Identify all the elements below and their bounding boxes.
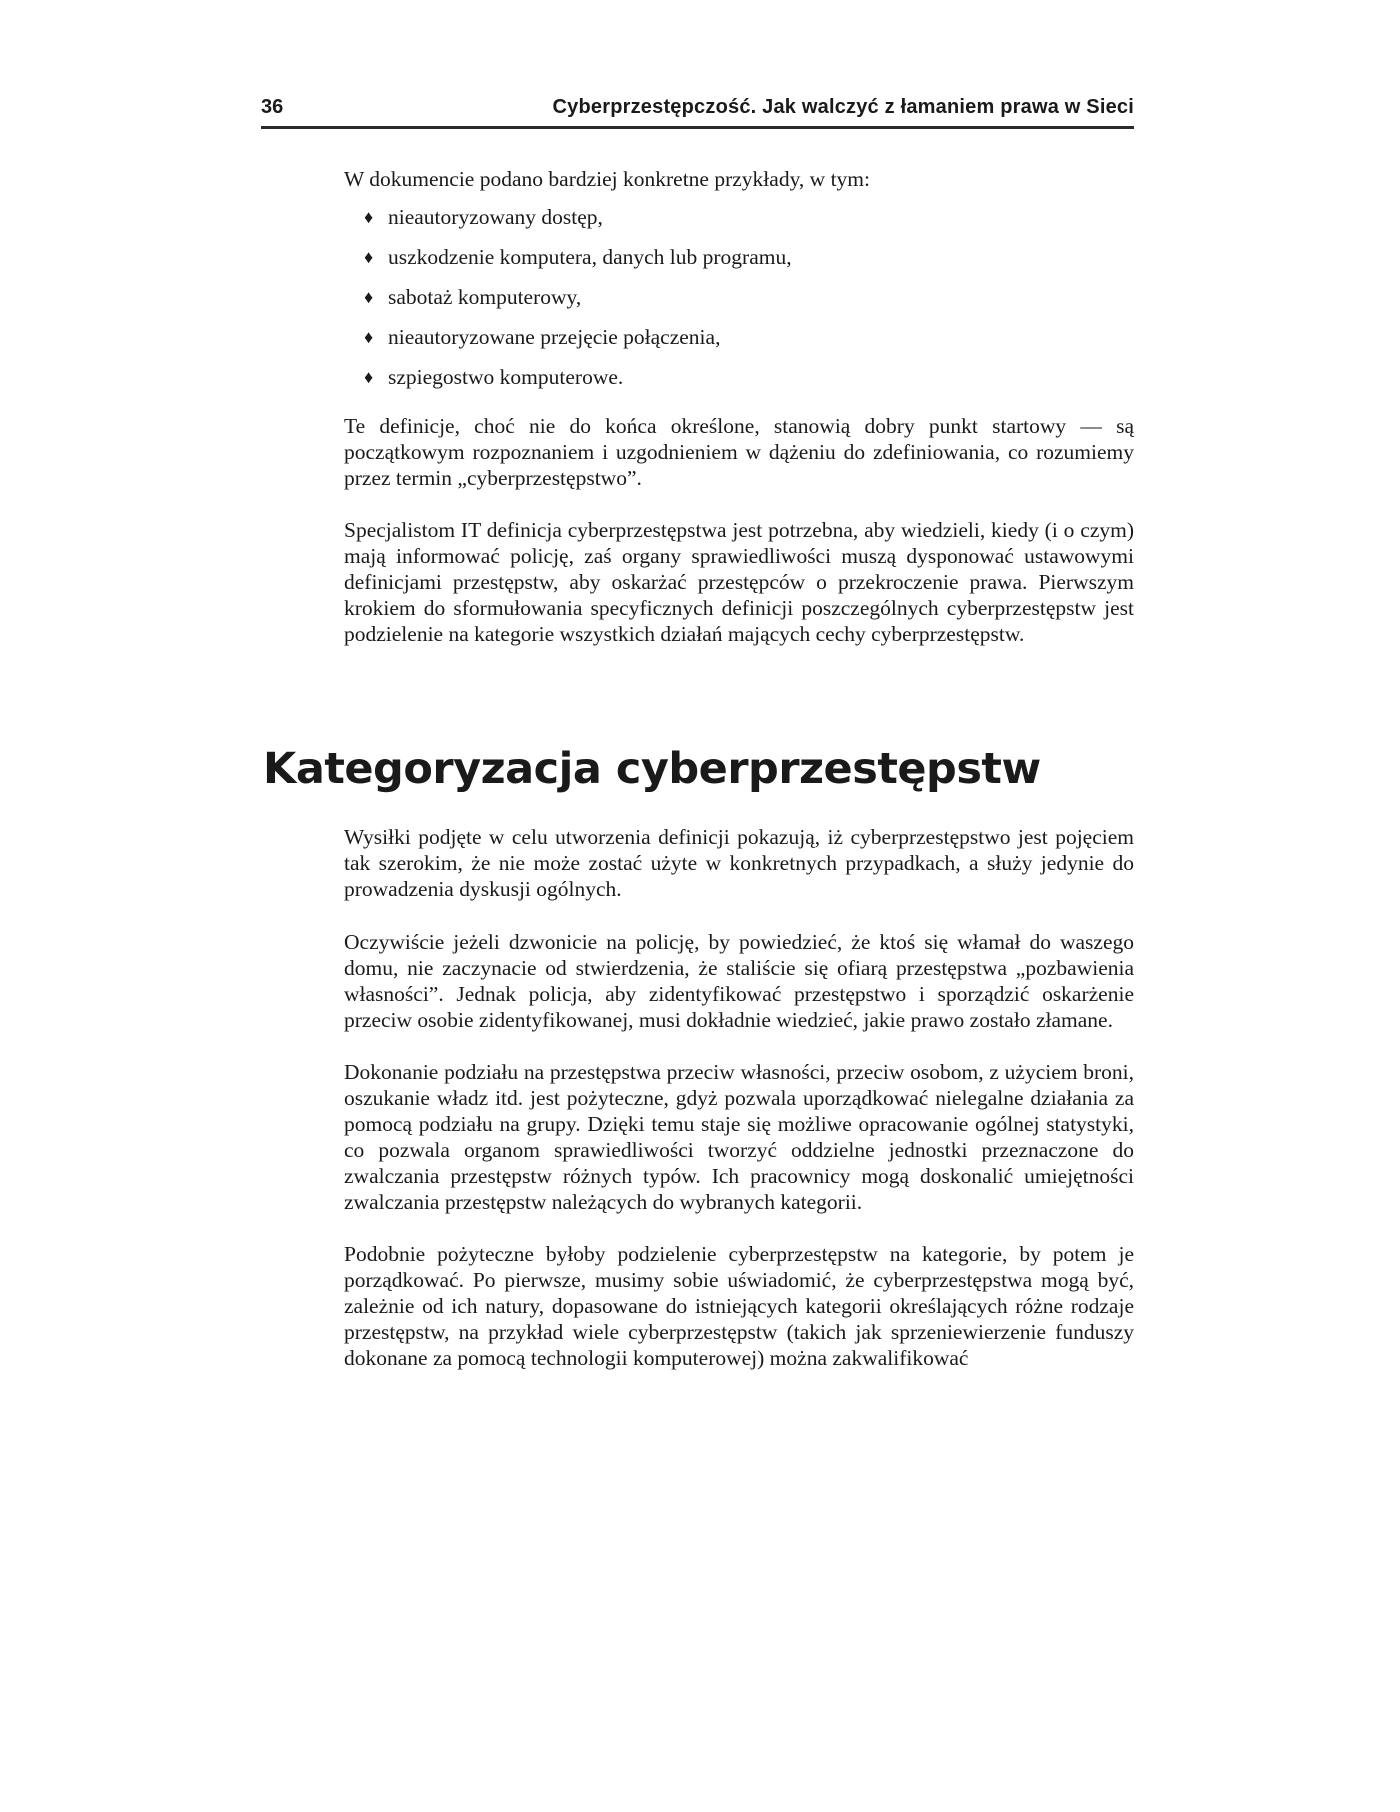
list-item	[344, 324, 1134, 364]
paragraph: Podobnie pożyteczne byłoby podzielenie cyberprzestępstw na kategorie, by potem je porządkować. Po pierwsze, musimy sobie uświadomić, że cyberprzestępstwa mogą być, zależnie od ich natury, dopasowane do istniejących kategorii określających różne rodzaje przestępstw, na przykład wiele cyberprzestępstw (takich jak sprzeniewierzenie funduszy dokonane za pomocą technologii komputerowej) można zakwalifikować	[344, 1242, 1134, 1370]
diamond-bullet-icon: ♦	[364, 207, 374, 227]
section-heading: Kategoryzacja cyberprzestępstw	[263, 744, 1041, 794]
diamond-bullet-icon: ♦	[364, 247, 374, 267]
list-item	[344, 284, 1134, 324]
list-item-text: sabotaż komputerowy,	[388, 285, 582, 309]
diamond-bullet-icon: ♦	[364, 287, 374, 307]
diamond-bullet-icon: ♦	[364, 367, 374, 387]
list-item-text: szpiegostwo komputerowe.	[388, 365, 624, 389]
list-item-text: uszkodzenie komputera, danych lub programu,	[388, 245, 792, 269]
page-number: 36	[261, 96, 284, 118]
running-title: Cyberprzestępczość. Jak walczyć z łamaniem prawa w Sieci	[552, 96, 1134, 118]
paragraph: Specjalistom IT definicja cyberprzestępstwa jest potrzebna, aby wiedzieli, kiedy (i o czym) mają informować policję, zaś organy sprawiedliwości muszą dysponować ustawowymi definicjami przestępstw, aby oskarżać przestępców o przekroczenie prawa. Pierwszym krokiem do sformułowania specyficznych definicji poszczególnych cyberprzestępstw jest podzielenie na kategorie wszystkich działań mających cechy cyberprzestępstw.	[344, 518, 1134, 646]
bullet-list	[344, 204, 1134, 404]
paragraph: Oczywiście jeżeli dzwonicie na policję, by powiedzieć, że ktoś się włamał do waszego domu, nie zaczynacie od stwierdzenia, że staliście się ofiarą przestępstwa „pozbawienia własności”. Jednak policja, aby zidentyfikować przestępstwo i sporządzić oskarżenie przeciw osobie zidentyfikowanej, musi dokładnie wiedzieć, jakie prawo zostało złamane.	[344, 930, 1134, 1032]
list-item	[344, 244, 1134, 284]
intro-paragraph: W dokumencie podano bardziej konkretne przykłady, w tym:	[344, 167, 870, 191]
running-header	[261, 96, 1134, 129]
list-item-text: nieautoryzowany dostęp,	[388, 205, 603, 229]
list-item	[344, 364, 1134, 404]
list-item-text: nieautoryzowane przejęcie połączenia,	[388, 325, 721, 349]
paragraph: Dokonanie podziału na przestępstwa przeciw własności, przeciw osobom, z użyciem broni, oszukanie władz itd. jest pożyteczne, gdyż pozwala uporządkować nielegalne działania za pomocą podziału na grupy. Dzięki temu staje się możliwe opracowanie ogólnej statystyki, co pozwala organom sprawiedliwości tworzyć oddzielne jednostki przeznaczone do zwalczania przestępstw różnych typów. Ich pracownicy mogą doskonalić umiejętności zwalczania przestępstw należących do wybranych kategorii.	[344, 1060, 1134, 1214]
diamond-bullet-icon: ♦	[364, 327, 374, 347]
paragraph: Wysiłki podjęte w celu utworzenia definicji pokazują, iż cyberprzestępstwo jest pojęciem tak szerokim, że nie może zostać użyte w konkretnych przypadkach, a służy jedynie do prowadzenia dyskusji ogólnych.	[344, 825, 1134, 901]
paragraph: Te definicje, choć nie do końca określone, stanowią dobry punkt startowy — są początkowym rozpoznaniem i uzgodnieniem w dążeniu do zdefiniowania, co rozumiemy przez termin „cyberprzestępstwo”.	[344, 414, 1134, 490]
list-item	[344, 204, 1134, 244]
